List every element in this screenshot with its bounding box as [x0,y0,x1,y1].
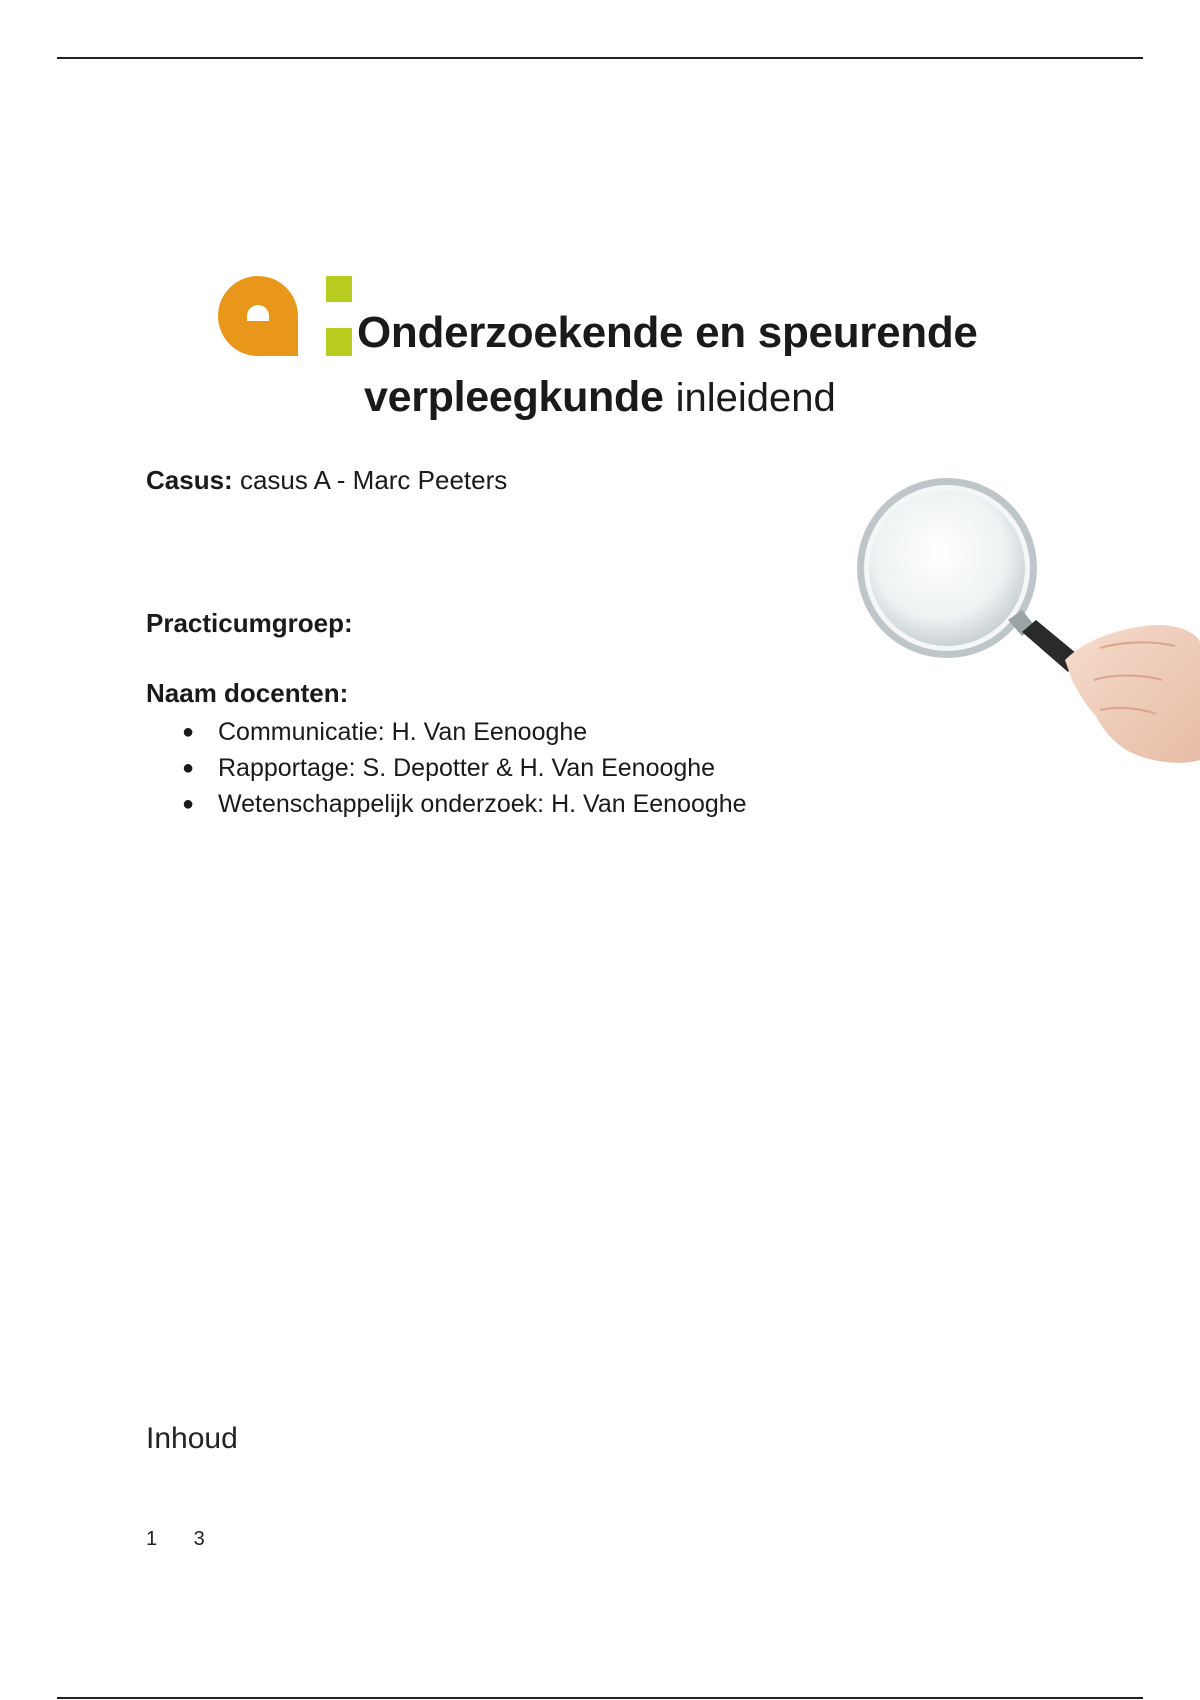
docent-text: Communicatie: H. Van Eenooghe [218,718,588,746]
list-item [146,714,747,750]
title-light-word: inleidend [675,376,836,420]
toc-heading: Inhoud [146,1422,238,1455]
list-item [146,750,747,786]
docenten-label: Naam docenten: [146,678,349,708]
toc-entry-page: 3 [193,1528,205,1550]
document-title-line-1: Onderzoekende en speurende [357,308,978,357]
casus-label: Casus: [146,465,233,495]
toc-entry-number: 1 [146,1528,158,1550]
document-title-line-2 [364,373,836,422]
docenten-list [146,714,747,822]
magnifying-glass-in-hand-icon [850,470,1200,780]
a-colon-logo-icon [218,276,358,356]
docent-text: Wetenschappelijk onderzoek: H. Van Eenooghe [218,790,747,818]
casus-value: casus A - Marc Peeters [239,465,508,495]
bottom-rule [57,1697,1143,1699]
bullet-icon: ● [182,793,195,815]
docent-text: Rapportage: S. Depotter & H. Van Eenooghe [218,754,716,782]
bullet-icon: ● [182,721,195,743]
title-bold-word: verpleegkunde [364,373,664,421]
list-item [146,786,747,822]
toc-entry[interactable] [146,1528,205,1551]
bullet-icon: ● [182,757,195,779]
casus-line [146,465,507,496]
practicumgroep-label: Practicumgroep: [146,608,353,638]
top-rule [57,57,1143,59]
